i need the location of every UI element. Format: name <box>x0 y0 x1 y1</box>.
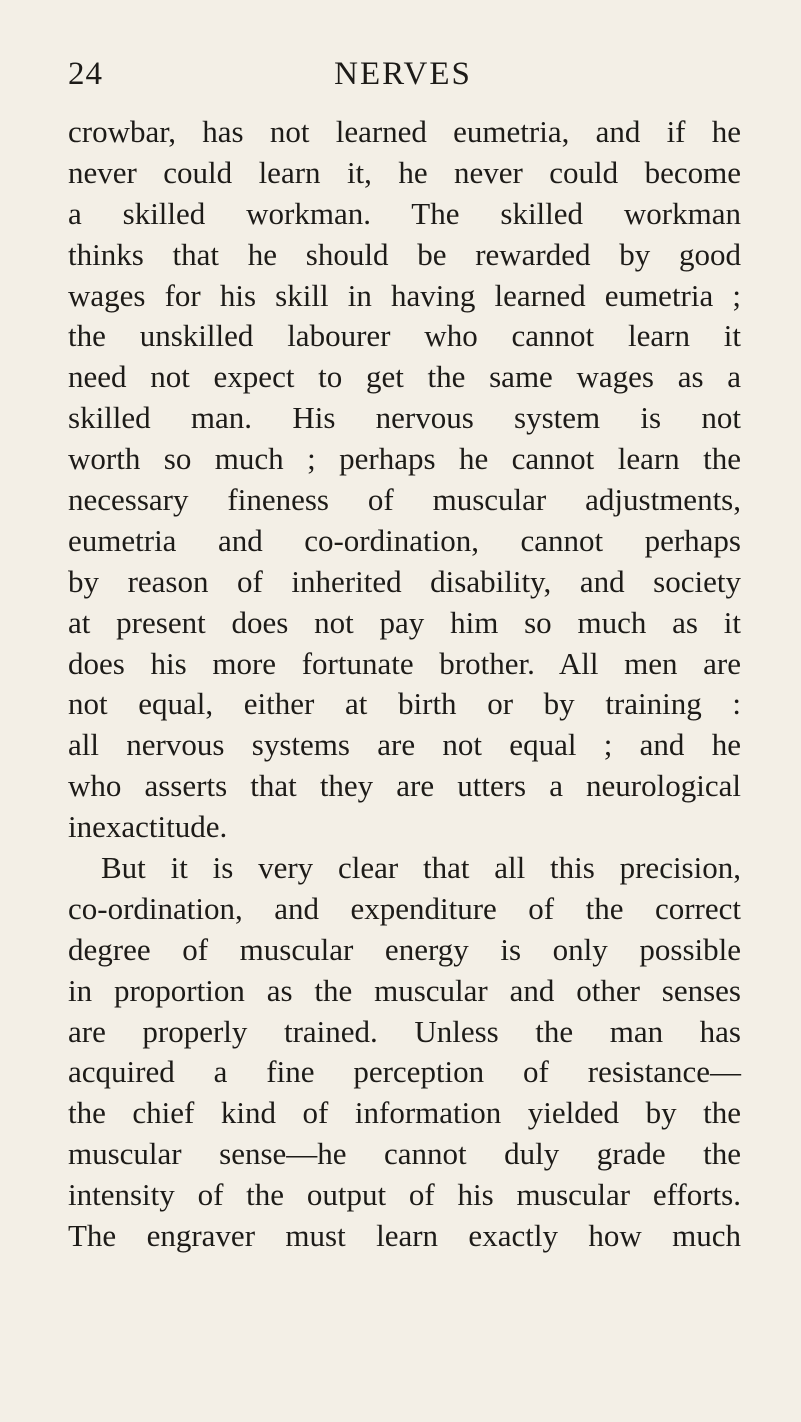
text-line: wages for his skill in having learned eumetria ; <box>68 277 741 313</box>
running-title: NERVES <box>334 56 472 92</box>
text-line: need not expect to get the same wages as a <box>68 359 741 395</box>
text-line: acquired a fine perception of resistance— <box>68 1054 741 1090</box>
text-line: a skilled workman. The skilled workman <box>68 195 741 231</box>
text-line: necessary fineness of muscular adjustments, <box>68 482 741 518</box>
text-line: all nervous systems are not equal ; and he <box>68 727 741 763</box>
text-line: But it is very clear that all this precision, <box>101 850 741 886</box>
text-line: in proportion as the muscular and other senses <box>68 972 741 1008</box>
text-line: are properly trained. Unless the man has <box>68 1013 741 1049</box>
text-line: the unskilled labourer who cannot learn it <box>68 318 741 354</box>
text-line: the chief kind of information yielded by the <box>68 1095 741 1131</box>
text-line: who asserts that they are utters a neurological <box>68 768 741 804</box>
text-line: by reason of inherited disability, and society <box>68 563 741 599</box>
text-line: does his more fortunate brother. All men are <box>68 645 741 681</box>
paragraph-1 <box>68 112 741 848</box>
text-line: The engraver must learn exactly how much <box>68 1218 741 1254</box>
text-line: thinks that he should be rewarded by good <box>68 236 741 272</box>
text-line: at present does not pay him so much as it <box>68 604 741 640</box>
text-line: inexactitude. <box>68 809 228 845</box>
text-line: crowbar, has not learned eumetria, and if he <box>68 114 741 149</box>
text-line: intensity of the output of his muscular efforts. <box>68 1177 741 1213</box>
text-line: muscular sense—he cannot duly grade the <box>68 1136 741 1172</box>
text-line: worth so much ; perhaps he cannot learn the <box>68 441 741 477</box>
text-line: never could learn it, he never could become <box>68 154 741 190</box>
text-line: co-ordination, and expenditure of the correct <box>68 890 741 926</box>
running-head <box>68 50 738 98</box>
paragraph-2 <box>68 848 741 1257</box>
text-line: eumetria and co-ordination, cannot perhaps <box>68 522 741 558</box>
text-line: not equal, either at birth or by training : <box>68 686 741 722</box>
text-line: degree of muscular energy is only possible <box>68 931 741 967</box>
text-line: skilled man. His nervous system is not <box>68 400 741 436</box>
body-text <box>68 112 741 1257</box>
page-number: 24 <box>68 56 103 92</box>
